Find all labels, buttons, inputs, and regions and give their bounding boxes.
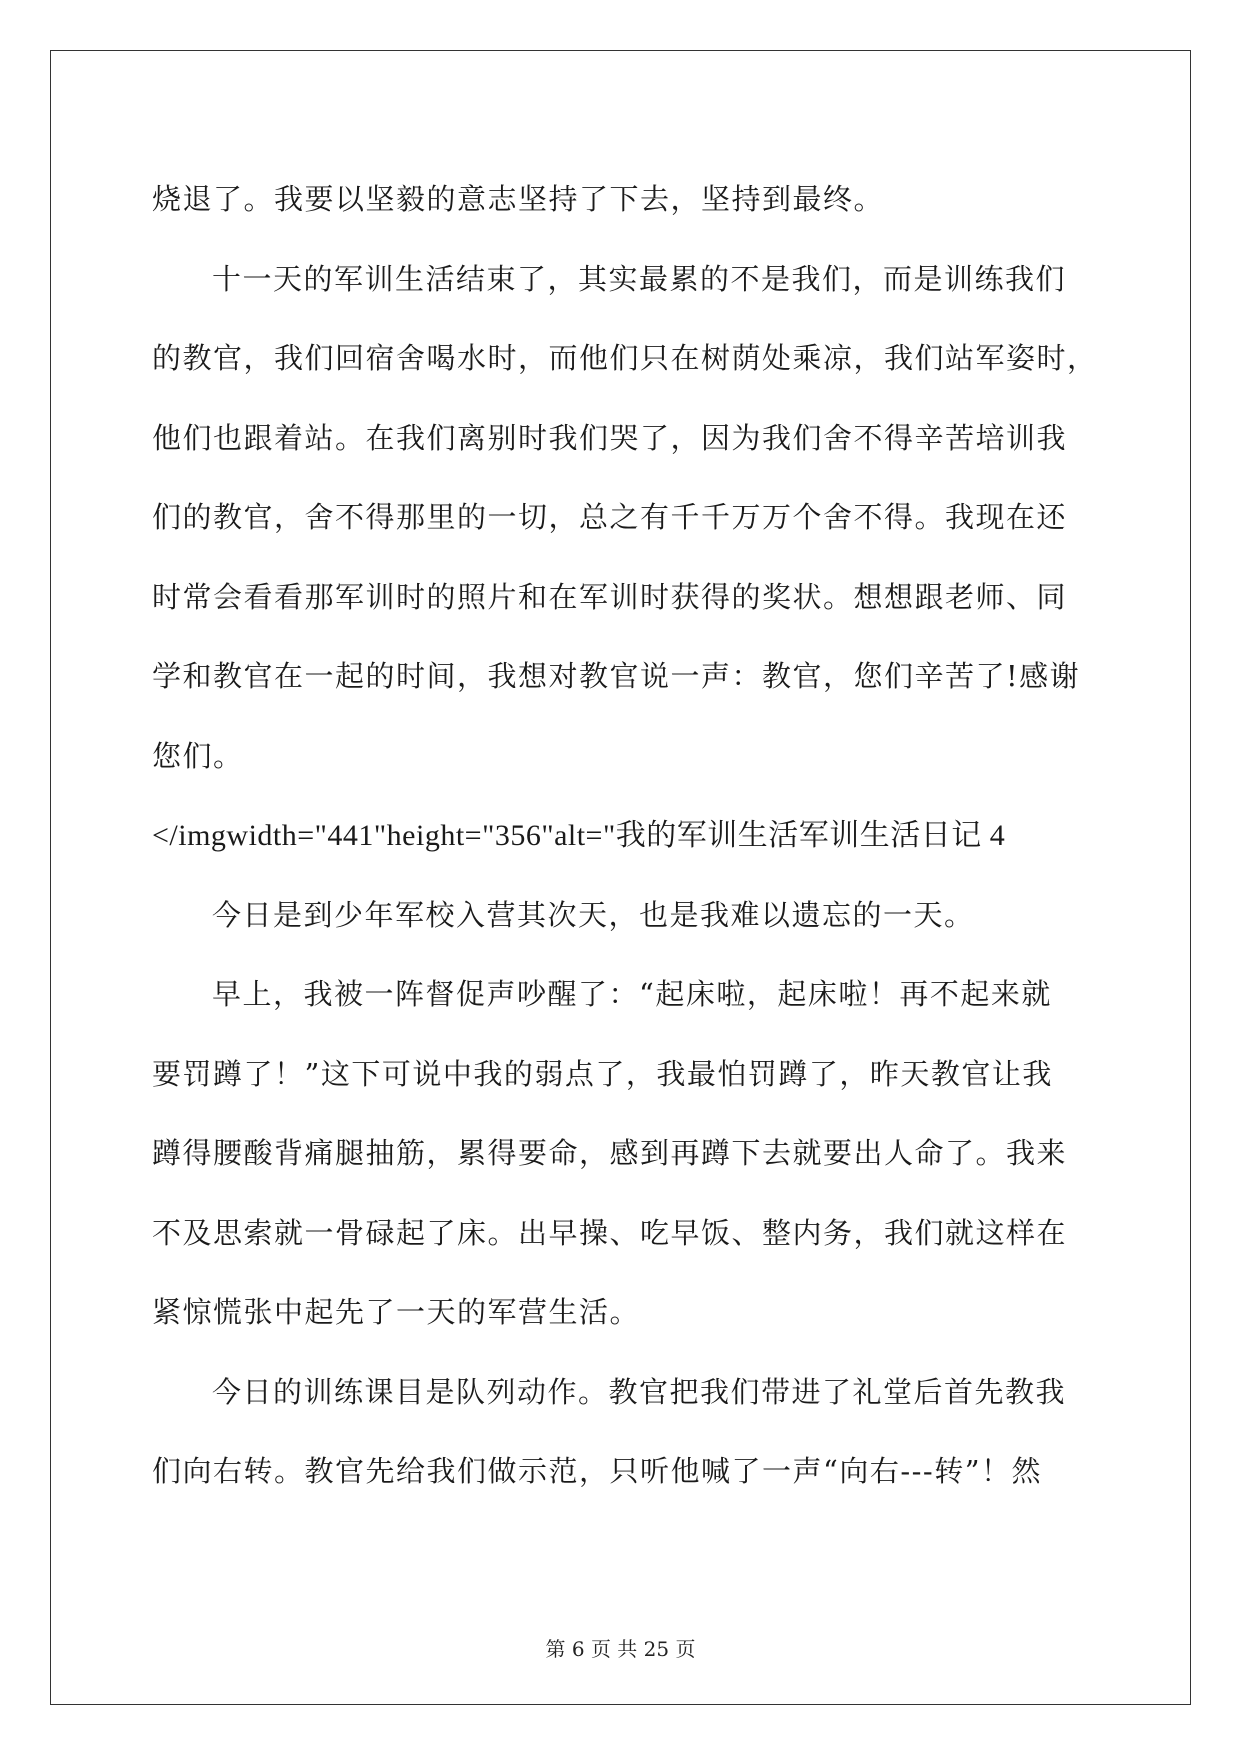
document-body [152, 160, 1102, 1512]
text-line: 紧惊慌张中起先了一天的军营生活。 [152, 1295, 641, 1329]
paragraph-start-line: 十一天的军训生活结束了，其实最累的不是我们，而是训练我们 [212, 261, 1067, 296]
page-number-footer: 第 6 页 共 25 页 [545, 1637, 696, 1661]
text-line: 们向右转。教官先给我们做示范，只听他喊了一声“向右---转”！然 [152, 1454, 1043, 1488]
text-line: 们的教官，舍不得那里的一切，总之有千千万万个舍不得。我现在还 [152, 500, 1068, 534]
text-line: 他们也跟着站。在我们离别时我们哭了，因为我们舍不得辛苦培训我 [152, 420, 1068, 455]
text-line: 您们。 [152, 738, 244, 773]
text-line: 要罚蹲了！”这下可说中我的弱点了，我最怕罚蹲了，昨天教官让我 [152, 1056, 1053, 1091]
text-line: 烧退了。我要以坚毅的意志坚持了下去，坚持到最终。 [152, 182, 885, 216]
text-line: 学和教官在一起的时间，我想对教官说一声：教官，您们辛苦了!感谢 [152, 659, 1081, 693]
text-line: 不及思索就一骨碌起了床。出早操、吃早饭、整内务，我们就这样在 [152, 1215, 1068, 1250]
text-line: 的教官，我们回宿舍喝水时，而他们只在树荫处乘凉，我们站军姿时， [152, 341, 1098, 375]
image-tag-heading-line: </imgwidth="441"height="356"alt="我的军训生活军训生活日记 4 [152, 819, 1006, 852]
paragraph-start-line: 今日是到少年军校入营其次天，也是我难以遗忘的一天。 [212, 897, 975, 932]
text-line: 蹲得腰酸背痛腿抽筋，累得要命，感到再蹲下去就要出人命了。我来 [152, 1136, 1068, 1170]
text-line: 时常会看看那军训时的照片和在军训时获得的奖状。想想跟老师、同 [152, 579, 1068, 614]
paragraph-start-line: 今日的训练课目是队列动作。教官把我们带进了礼堂后首先教我 [212, 1374, 1067, 1409]
paragraph-start-line: 早上，我被一阵督促声吵醒了：“起床啦，起床啦！再不起来就 [212, 977, 1052, 1011]
